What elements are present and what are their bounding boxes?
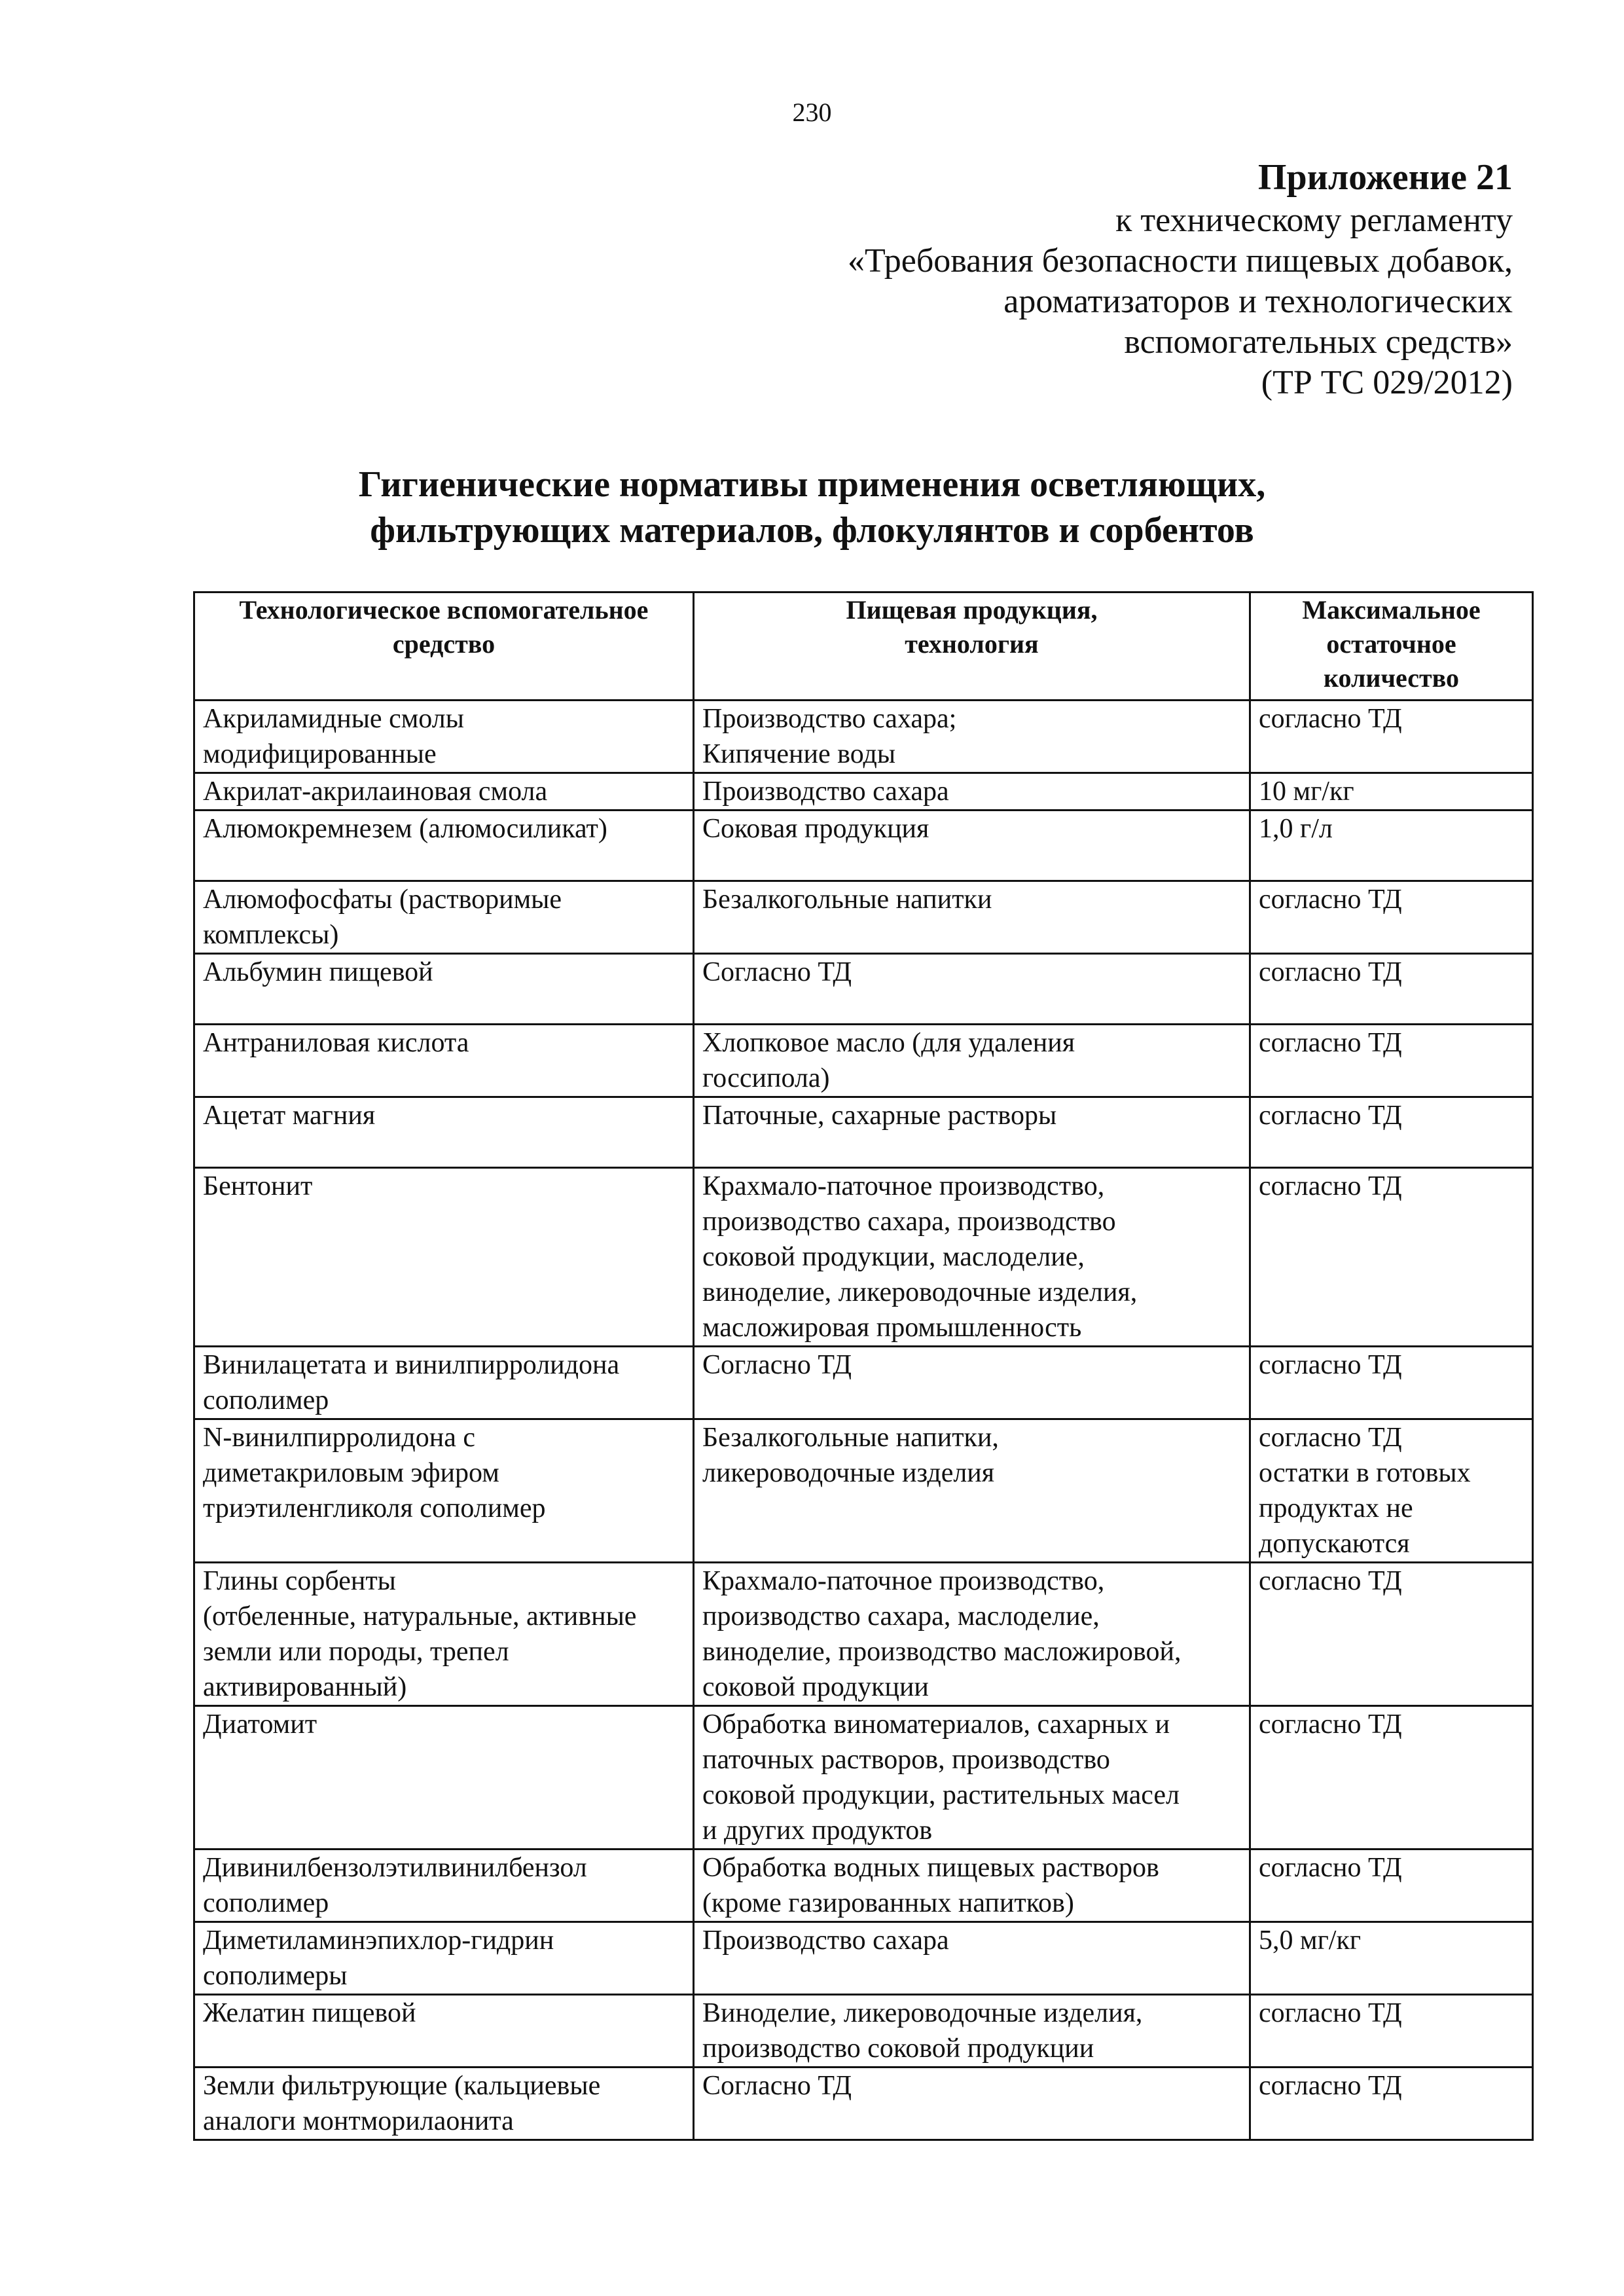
appendix-line: (ТР ТС 029/2012) xyxy=(1261,364,1513,401)
heading-line: фильтрующих материалов, флокулянтов и сорбентов xyxy=(370,510,1254,551)
cell-product: Виноделие, ликероводочные изделия, производство соковой продукции xyxy=(694,1995,1250,2068)
cell-product: Производство сахара xyxy=(694,1922,1250,1995)
cell-max: согласно ТД xyxy=(1250,2068,1533,2140)
cell-product: Крахмало-паточное производство, производство сахара, маслоделие, виноделие, производство масложировой, соковой продукции xyxy=(694,1563,1250,1706)
cell-max: согласно ТД xyxy=(1250,954,1533,1025)
cell-max: 1,0 г/л xyxy=(1250,811,1533,881)
cell-aid: Земли фильтрующие (кальциевые аналоги монтморилаонита xyxy=(194,2068,694,2140)
cell-aid: Алюмофосфаты (растворимые комплексы) xyxy=(194,881,694,954)
cell-max: согласно ТД xyxy=(1250,1168,1533,1347)
cell-aid: Бентонит xyxy=(194,1168,694,1347)
table-row xyxy=(194,1168,1533,1347)
appendix-line: вспомогательных средств» xyxy=(1124,323,1513,361)
cell-max: согласно ТД xyxy=(1250,1563,1533,1706)
cell-max: согласно ТД xyxy=(1250,1850,1533,1922)
cell-product: Соковая продукция xyxy=(694,811,1250,881)
cell-aid: Желатин пищевой xyxy=(194,1995,694,2068)
table-row xyxy=(194,2068,1533,2140)
cell-max: согласно ТД xyxy=(1250,701,1533,773)
table-row xyxy=(194,1097,1533,1168)
cell-aid: Акриламидные смолы модифицированные xyxy=(194,701,694,773)
cell-max: согласно ТД xyxy=(1250,881,1533,954)
appendix-line: ароматизаторов и технологических xyxy=(1003,283,1513,320)
table-row xyxy=(194,1706,1533,1850)
cell-product: Согласно ТД xyxy=(694,954,1250,1025)
table-row xyxy=(194,1922,1533,1995)
cell-product: Паточные, сахарные растворы xyxy=(694,1097,1250,1168)
cell-max: согласно ТД xyxy=(1250,1995,1533,2068)
table-row xyxy=(194,1995,1533,2068)
cell-product: Производство сахара; Кипячение воды xyxy=(694,701,1250,773)
cell-aid: Ацетат магния xyxy=(194,1097,694,1168)
cell-product: Хлопковое масло (для удаления госсипола) xyxy=(694,1025,1250,1097)
cell-max: согласно ТД xyxy=(1250,1706,1533,1850)
cell-aid: Диатомит xyxy=(194,1706,694,1850)
header-product: Пищевая продукция, технология xyxy=(694,592,1250,701)
cell-product: Согласно ТД xyxy=(694,1347,1250,1419)
appendix-line: к техническому регламенту xyxy=(1115,202,1513,239)
cell-aid: Альбумин пищевой xyxy=(194,954,694,1025)
norms-table xyxy=(193,591,1534,2141)
cell-max: согласно ТД xyxy=(1250,1097,1533,1168)
table-row xyxy=(194,881,1533,954)
table-row xyxy=(194,1563,1533,1706)
table-row xyxy=(194,954,1533,1025)
cell-max: 10 мг/кг xyxy=(1250,773,1533,811)
cell-aid: Алюмокремнезем (алюмосиликат) xyxy=(194,811,694,881)
cell-product: Безалкогольные напитки xyxy=(694,881,1250,954)
cell-max: 5,0 мг/кг xyxy=(1250,1922,1533,1995)
cell-max: согласно ТД остатки в готовых продуктах не допускаются xyxy=(1250,1419,1533,1563)
appendix-line: «Требования безопасности пищевых добавок, xyxy=(847,242,1513,280)
page-number: 230 xyxy=(792,98,832,127)
table-row xyxy=(194,811,1533,881)
cell-product: Безалкогольные напитки, ликероводочные изделия xyxy=(694,1419,1250,1563)
cell-aid: Диметиламинэпихлор-гидрин сополимеры xyxy=(194,1922,694,1995)
cell-aid: Акрилат-акрилаиновая смола xyxy=(194,773,694,811)
cell-max: согласно ТД xyxy=(1250,1025,1533,1097)
cell-aid: N-винилпирролидона с диметакриловым эфиром триэтиленгликоля сополимер xyxy=(194,1419,694,1563)
cell-product: Обработка виноматериалов, сахарных и паточных растворов, производство соковой продукции, растительных масел и других продуктов xyxy=(694,1706,1250,1850)
table-row xyxy=(194,1419,1533,1563)
heading-line: Гигиенические нормативы применения осветляющих, xyxy=(358,464,1266,505)
cell-aid: Антраниловая кислота xyxy=(194,1025,694,1097)
header-aid: Технологическое вспомогательное средство xyxy=(194,592,694,701)
appendix-reference xyxy=(848,157,1513,403)
cell-aid: Глины сорбенты (отбеленные, натуральные, активные земли или породы, трепел активированный) xyxy=(194,1563,694,1706)
header-max-residual: Максимальное остаточное количество xyxy=(1250,592,1533,701)
table-row xyxy=(194,701,1533,773)
table-row xyxy=(194,1025,1533,1097)
cell-product: Крахмало-паточное производство, производство сахара, производство соковой продукции, маслоделие, виноделие, ликероводочные изделия, масложировая промышленность xyxy=(694,1168,1250,1347)
cell-max: согласно ТД xyxy=(1250,1347,1533,1419)
cell-aid: Дивинилбензолэтилвинилбензол сополимер xyxy=(194,1850,694,1922)
table-row xyxy=(194,773,1533,811)
table-header-row xyxy=(194,592,1533,701)
cell-product: Согласно ТД xyxy=(694,2068,1250,2140)
cell-aid: Винилацетата и винилпирролидона сополимер xyxy=(194,1347,694,1419)
table-row xyxy=(194,1347,1533,1419)
cell-product: Обработка водных пищевых растворов (кроме газированных напитков) xyxy=(694,1850,1250,1922)
document-heading xyxy=(0,462,1624,553)
cell-product: Производство сахара xyxy=(694,773,1250,811)
appendix-title: Приложение 21 xyxy=(1257,157,1513,198)
table-row xyxy=(194,1850,1533,1922)
